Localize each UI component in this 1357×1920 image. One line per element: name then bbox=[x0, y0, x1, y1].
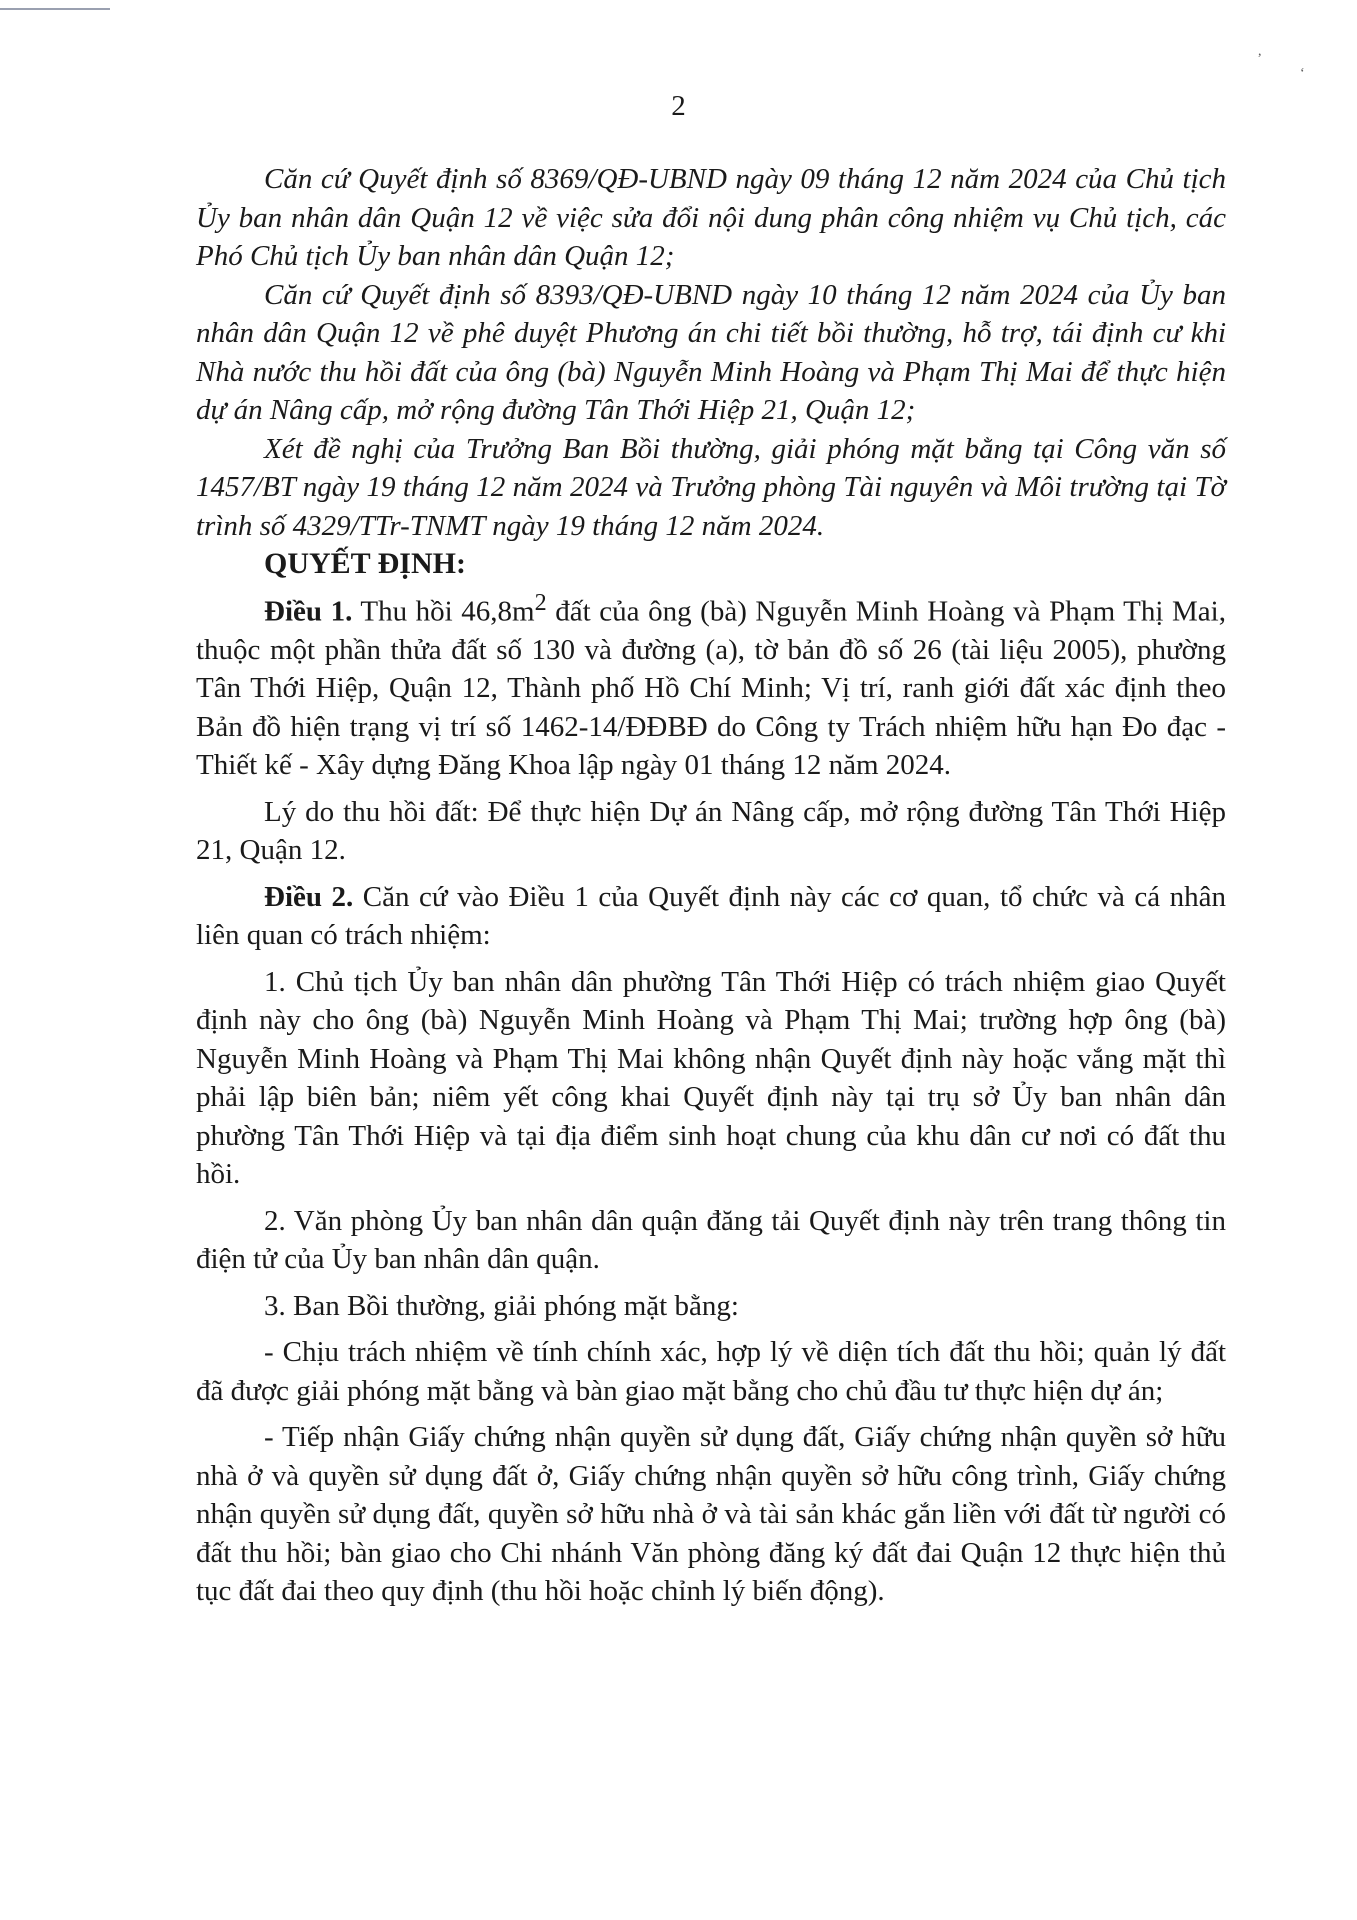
preamble-paragraph: Căn cứ Quyết định số 8393/QĐ-UBND ngày 10 tháng 12 năm 2024 của Ủy ban nhân dân Quận 12 về phê duyệt Phương án chi tiết bồi thường, hỗ trợ, tái định cư khi Nhà nước thu hồi đất của ông (bà) Nguyễn Minh Hoàng và Phạm Thị Mai để thực hiện dự án Nâng cấp, mở rộng đường Tân Thới Hiệp 21, Quận 12; bbox=[196, 278, 1226, 426]
article-1-label: Điều 1. bbox=[264, 595, 353, 628]
decision-heading: QUYẾT ĐỊNH: bbox=[264, 547, 466, 580]
document-body bbox=[196, 160, 1226, 1611]
article-2-item: - Chịu trách nhiệm về tính chính xác, hợp lý về diện tích đất thu hồi; quản lý đất đã được giải phóng mặt bằng và bàn giao mặt bằng cho chủ đầu tư thực hiện dự án; bbox=[196, 1336, 1226, 1407]
scan-edge-mark bbox=[0, 8, 110, 10]
scan-speck: ‘ bbox=[1300, 66, 1305, 81]
article-2-item: 1. Chủ tịch Ủy ban nhân dân phường Tân Thới Hiệp có trách nhiệm giao Quyết định này cho ông (bà) Nguyễn Minh Hoàng và Phạm Thị Mai; trường hợp ông (bà) Nguyễn Minh Hoàng và Phạm Thị Mai không nhận Quyết định này hoặc vắng mặt thì phải lập biên bản; niêm yết công khai Quyết định này tại trụ sở Ủy ban nhân dân phường Tân Thới Hiệp và tại địa điểm sinh hoạt chung của khu dân cư nơi có đất thu hồi. bbox=[196, 965, 1226, 1191]
article-2-item: 3. Ban Bồi thường, giải phóng mặt bằng: bbox=[264, 1289, 739, 1322]
article-1-text-cont: đất của ông (bà) Nguyễn Minh Hoàng và Phạm Thị Mai, thuộc một phần thửa đất số 130 và đường (a), tờ bản đồ số 26 (tài liệu 2005), phường Tân Thới Hiệp, Quận 12, Thành phố Hồ Chí Minh; Vị trí, ranh giới đất xác định theo Bản đồ hiện trạng vị trí số 1462-14/ĐĐBĐ do Công ty Trách nhiệm hữu hạn Đo đạc - Thiết kế - Xây dựng Đăng Khoa lập ngày 01 tháng 12 năm 2024. bbox=[196, 595, 1226, 782]
article-1-text: Thu hồi 46,8m bbox=[352, 595, 535, 628]
area-unit-superscript: 2 bbox=[534, 588, 547, 616]
scan-speck: , bbox=[1258, 44, 1262, 59]
article-1-paragraph bbox=[196, 584, 1226, 785]
preamble-paragraph: Căn cứ Quyết định số 8369/QĐ-UBND ngày 09 tháng 12 năm 2024 của Chủ tịch Ủy ban nhân dân Quận 12 về việc sửa đổi nội dung phân công nhiệm vụ Chủ tịch, các Phó Chủ tịch Ủy ban nhân dân Quận 12; bbox=[196, 163, 1226, 272]
article-2-paragraph bbox=[196, 878, 1226, 955]
article-2-item: 2. Văn phòng Ủy ban nhân dân quận đăng tải Quyết định này trên trang thông tin điện tử của Ủy ban nhân dân quận. bbox=[196, 1204, 1226, 1276]
page-number: 2 bbox=[671, 90, 686, 122]
article-2-label: Điều 2. bbox=[264, 880, 354, 913]
article-2-text: Căn cứ vào Điều 1 của Quyết định này các cơ quan, tổ chức và cá nhân liên quan có trách nhiệm: bbox=[196, 880, 1226, 952]
article-2-item: - Tiếp nhận Giấy chứng nhận quyền sử dụng đất, Giấy chứng nhận quyền sở hữu nhà ở và quyền sử dụng đất ở, Giấy chứng nhận quyền sở hữu công trình, Giấy chứng nhận quyền sử dụng đất, quyền sở hữu nhà ở và tài sản khác gắn liền với đất từ người có đất thu hồi; bàn giao cho Chi nhánh Văn phòng đăng ký đất đai Quận 12 thực hiện thủ tục đất đai theo quy định (thu hồi hoặc chỉnh lý biến động). bbox=[196, 1421, 1226, 1608]
article-1-reason: Lý do thu hồi đất: Để thực hiện Dự án Nâng cấp, mở rộng đường Tân Thới Hiệp 21, Quận 12. bbox=[196, 795, 1226, 867]
preamble-paragraph: Xét đề nghị của Trưởng Ban Bồi thường, giải phóng mặt bằng tại Công văn số 1457/BT ngày 19 tháng 12 năm 2024 và Trưởng phòng Tài nguyên và Môi trường tại Tờ trình số 4329/TTr-TNMT ngày 19 tháng 12 năm 2024. bbox=[196, 432, 1226, 542]
